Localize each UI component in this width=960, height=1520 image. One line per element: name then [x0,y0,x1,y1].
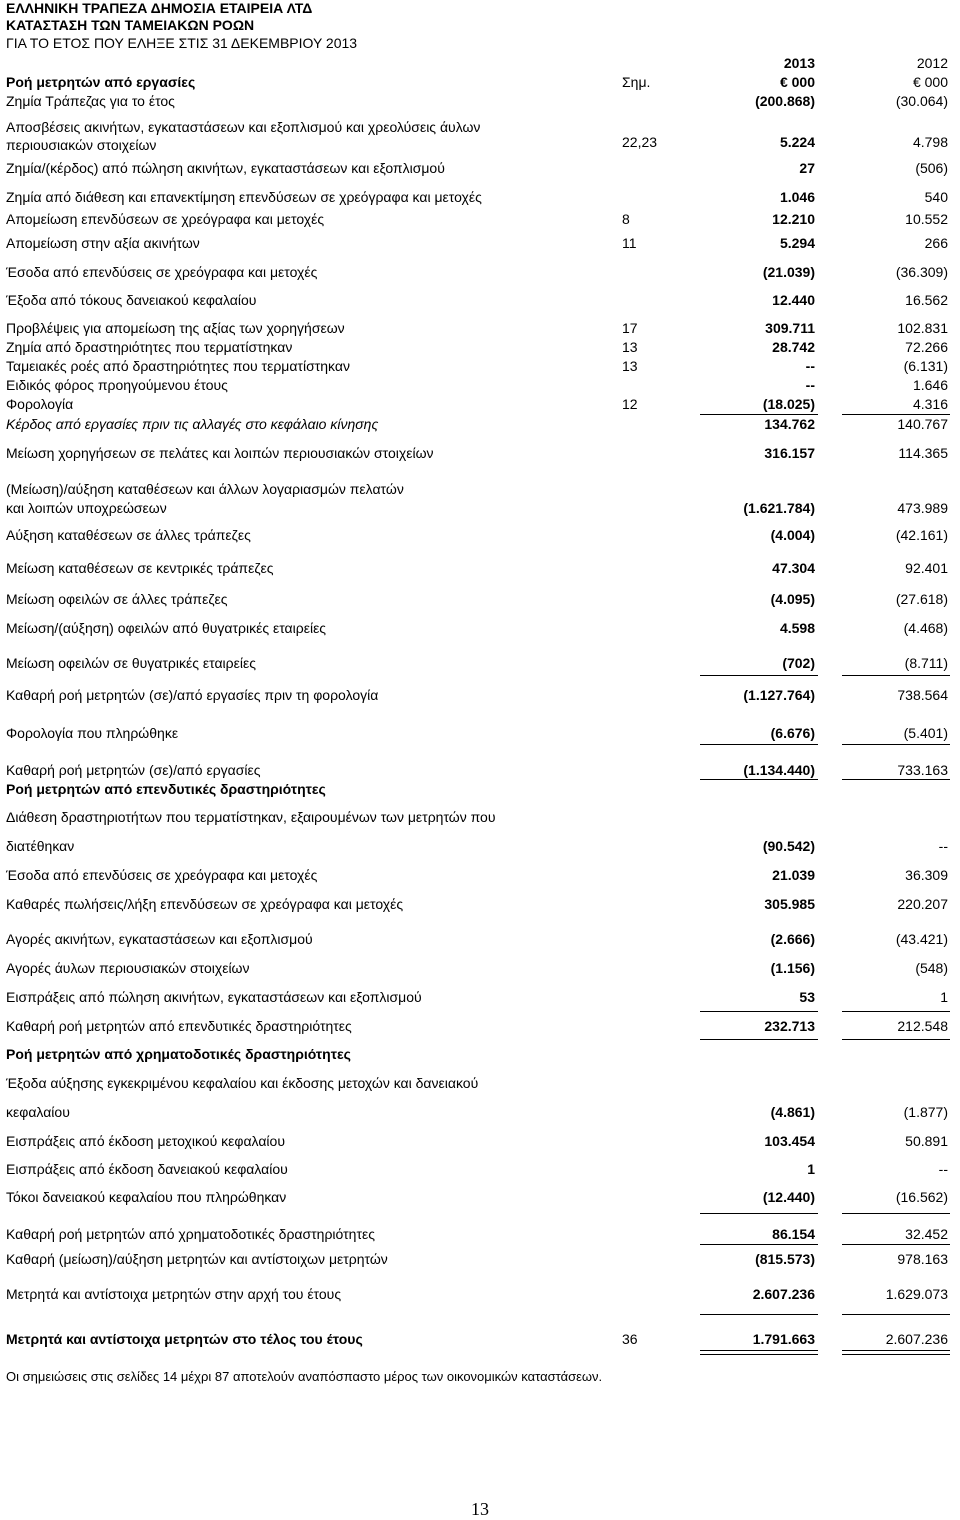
subtotal-rule-2012 [842,1213,950,1214]
row-label: Απομείωση στην αξία ακινήτων [6,235,200,251]
row-label-cont: και λοιπών υποχρεώσεων [6,500,167,516]
row-label: Αύξηση καταθέσεων σε άλλες τράπεζες [6,527,251,543]
value-2013: (4.861) [770,1104,815,1120]
row-label: Μετρητά και αντίστοιχα μετρητών στην αρχή του έτους [6,1286,342,1302]
note-ref: 22,23 [622,134,658,150]
value-2012: 2.607.236 [885,1331,948,1347]
row-label: Αγορές άυλων περιουσιακών στοιχείων [6,960,250,976]
note-ref: 12 [622,396,638,412]
value-2013: 232.713 [764,1018,815,1034]
value-2013: (21.039) [762,264,815,280]
value-2012: 50.891 [905,1133,948,1149]
value-2013: (1.134.440) [743,762,815,778]
value-2012: (36.309) [895,264,948,280]
row-label: Μείωση οφειλών σε θυγατρικές εταιρείες [6,655,256,671]
value-2012: (4.468) [903,620,948,636]
row-label: Έσοδα από επενδύσεις σε χρεόγραφα και μετοχές [6,867,318,883]
row-label: Εισπράξεις από έκδοση μετοχικού κεφαλαίου [6,1133,285,1149]
value-2012: 266 [924,235,948,251]
subtotal-rule-2012 [842,1011,950,1012]
row-label: Κέρδος από εργασίες πριν τις αλλαγές στο κεφάλαιο κίνησης [6,416,379,432]
value-2013: (12.440) [762,1189,815,1205]
value-2012: 1.629.073 [885,1286,948,1302]
note-ref: 36 [622,1331,638,1347]
row-label: Μείωση οφειλών σε άλλες τράπεζες [6,591,228,607]
value-2013: 1.791.663 [752,1331,815,1347]
footnote: Οι σημειώσεις στις σελίδες 14 μέχρι 87 αποτελούν αναπόσπαστο μέρος των οικονομικών καταστάσεων. [6,1369,603,1384]
value-2013: (815.573) [755,1251,815,1267]
row-label: Μείωση καταθέσεων σε κεντρικές τράπεζες [6,560,274,576]
row-label: Καθαρές πωλήσεις/λήξη επενδύσεων σε χρεόγραφα και μετοχές [6,896,404,912]
value-2012: 212.548 [897,1018,948,1034]
subtotal-rule-2013 [700,1213,818,1214]
value-2013: 86.154 [772,1226,815,1242]
value-2013: 305.985 [764,896,815,912]
value-2013: 5.224 [779,134,815,150]
row-label: Έσοδα από επενδύσεις σε χρεόγραφα και μετοχές [6,264,318,280]
row-label: Ταμειακές ροές από δραστηριότητες που τερματίστηκαν [6,358,350,374]
col-unit-2013: € 000 [779,74,815,90]
value-2013: 316.157 [764,445,815,461]
row-label: Ζημία από διάθεση και επανεκτίμηση επενδύσεων σε χρεόγραφα και μετοχές [6,189,482,205]
value-2012: 36.309 [905,867,948,883]
value-2012: 114.365 [898,445,948,461]
value-2012: (8.711) [904,655,948,671]
value-2013: 12.210 [772,211,815,227]
row-label: Ζημία/(κέρδος) από πώληση ακινήτων, εγκαταστάσεων και εξοπλισμού [6,160,445,176]
value-2012: 473.989 [897,500,948,516]
subtotal-rule-2012 [842,779,950,780]
row-label: Εισπράξεις από έκδοση δανειακού κεφαλαίου [6,1161,288,1177]
value-2013: 47.304 [772,560,815,576]
row-label: Τόκοι δανειακού κεφαλαίου που πληρώθηκαν [6,1189,287,1205]
note-ref: 8 [622,211,630,227]
note-ref: 13 [622,339,638,355]
value-2012: -- [938,1161,948,1177]
value-2012: 16.562 [905,292,948,308]
row-label-cont: περιουσιακών στοιχείων [6,137,157,153]
subtotal-rule-2013 [700,779,818,780]
value-2012: (16.562) [895,1189,948,1205]
value-2012: 140.767 [897,416,948,432]
value-2012: 978.163 [897,1251,948,1267]
value-2013: 134.762 [764,416,815,432]
value-2012: 10.552 [905,211,948,227]
value-2013: 4.598 [779,620,815,636]
value-2013: 309.711 [765,320,815,336]
note-ref: 13 [622,358,638,374]
value-2013: -- [805,377,815,393]
value-2012: 4.316 [912,396,948,412]
value-2012: 4.798 [912,134,948,150]
value-2013: (90.542) [762,838,815,854]
row-label: Έξοδα αύξησης εγκεκριμένου κεφαλαίου και έκδοσης μετοχών και δανειακού [6,1075,479,1091]
subtotal-rule-2013 [700,1244,818,1245]
row-label: Μείωση/(αύξηση) οφειλών από θυγατρικές εταιρείες [6,620,327,636]
statement-period: ΓΙΑ ΤΟ ΕΤΟΣ ΠΟΥ ΕΛΗΞΕ ΣΤΙΣ 31 ΔΕΚΕΜΒΡΙΟΥ 2013 [6,35,358,51]
value-2013: 12.440 [772,292,815,308]
value-2012: (27.618) [895,591,948,607]
section-investing: Ροή μετρητών από επενδυτικές δραστηριότητες [6,781,326,797]
row-label: Καθαρή ροή μετρητών (σε)/από εργασίες [6,762,261,778]
value-2013: (1.156) [770,960,815,976]
value-2012: 32.452 [905,1226,948,1242]
value-2013: (1.621.784) [743,500,815,516]
value-2013: 5.294 [779,235,815,251]
company-name: ΕΛΛΗΝΙΚΗ ΤΡΑΠΕΖΑ ΔΗΜΟΣΙΑ ΕΤΑΙΡΕΙΑ ΛΤΔ [6,0,313,16]
value-2013: (4.095) [770,591,815,607]
row-label: Καθαρή (μείωση)/αύξηση μετρητών και αντίστοιχων μετρητών [6,1251,388,1267]
value-2013: 27 [799,160,815,176]
value-2013: (18.025) [762,396,815,412]
note-ref: 11 [622,235,637,251]
row-label: Μείωση χορηγήσεων σε πελάτες και λοιπών περιουσιακών στοιχείων [6,445,434,461]
value-2012: 1.646 [912,377,948,393]
value-2013: (1.127.764) [743,687,815,703]
value-2012: (6.131) [903,358,948,374]
value-2013: 2.607.236 [752,1286,815,1302]
value-2013: (2.666) [770,931,815,947]
value-2012: (548) [915,960,948,976]
row-label: Αποσβέσεις ακινήτων, εγκαταστάσεων και εξοπλισμού και χρεολύσεις άυλων [6,119,481,135]
subtotal-rule-2012 [842,744,950,745]
row-label: Προβλέψεις για απομείωση της αξίας των χορηγήσεων [6,320,345,336]
row-label: Μετρητά και αντίστοιχα μετρητών στο τέλος του έτους [6,1331,363,1347]
row-label: Ζημία Τράπεζας για το έτος [6,93,175,109]
row-label: Απομείωση επενδύσεων σε χρεόγραφα και μετοχές [6,211,325,227]
value-2013: -- [805,358,815,374]
row-label-cont: κεφαλαίου [6,1104,70,1120]
row-label: Αγορές ακινήτων, εγκαταστάσεων και εξοπλισμού [6,931,313,947]
total-double-rule-2013 [700,1350,818,1355]
row-label: Εισπράξεις από πώληση ακινήτων, εγκαταστάσεων και εξοπλισμού [6,989,422,1005]
value-2012: (43.421) [895,931,948,947]
page-number: 13 [471,1499,489,1519]
value-2013: (200.868) [755,93,815,109]
row-label: Καθαρή ροή μετρητών (σε)/από εργασίες πριν τη φορολογία [6,687,379,703]
subtotal-rule-2013 [700,1039,818,1040]
row-label: (Μείωση)/αύξηση καταθέσεων και άλλων λογαριασμών πελατών [6,481,404,497]
value-2013: 28.742 [772,339,815,355]
subtotal-rule-2013 [700,675,818,676]
value-2012: 72.266 [905,339,948,355]
value-2013: 53 [799,989,815,1005]
note-ref: 17 [622,320,638,336]
value-2012: (42.161) [895,527,948,543]
value-2012: 92.401 [905,560,948,576]
value-2013: (702) [782,655,815,671]
row-label: Καθαρή ροή μετρητών από επενδυτικές δραστηριότητες [6,1018,352,1034]
row-label: Διάθεση δραστηριοτήτων που τερματίστηκαν, εξαιρουμένων των μετρητών που [6,809,496,825]
value-2012: (1.877) [903,1104,948,1120]
value-2013: 21.039 [772,867,815,883]
value-2012: 102.831 [897,320,948,336]
subtotal-rule-2013 [700,1314,818,1315]
value-2012: (5.401) [903,725,948,741]
col-note-heading: Σημ. [622,74,651,90]
value-2013: (4.004) [770,527,815,543]
value-2012: (506) [915,160,948,176]
value-2013: (6.676) [770,725,815,741]
value-2012: 738.564 [897,687,948,703]
value-2012: -- [938,838,948,854]
section-operating: Ροή μετρητών από εργασίες [6,74,196,90]
subtotal-rule-2012 [842,414,950,415]
value-2013: 1 [807,1161,815,1177]
subtotal-rule-2012 [842,1244,950,1245]
row-label-cont: διατέθηκαν [6,838,75,854]
subtotal-rule-2012 [842,675,950,676]
section-financing: Ροή μετρητών από χρηματοδοτικές δραστηριότητες [6,1046,351,1062]
subtotal-rule-2013 [700,414,818,415]
row-label: Φορολογία που πληρώθηκε [6,725,179,741]
value-2012: 220.207 [897,896,948,912]
statement-title: ΚΑΤΑΣΤΑΣΗ ΤΩΝ ΤΑΜΕΙΑΚΩΝ ΡΟΩΝ [6,17,255,33]
subtotal-rule-2012 [842,1039,950,1040]
value-2012: 733.163 [897,762,948,778]
col-unit-2012: € 000 [912,74,948,90]
row-label: Έξοδα από τόκους δανειακού κεφαλαίου [6,292,257,308]
subtotal-rule-2013 [700,1011,818,1012]
value-2012: 1 [940,989,948,1005]
subtotal-rule-2013 [700,744,818,745]
subtotal-rule-2012 [842,1314,950,1315]
col-year-2012: 2012 [916,55,948,71]
row-label: Ειδικός φόρος προηγούμενου έτους [6,377,228,393]
row-label: Φορολογία [6,396,74,412]
value-2012: (30.064) [895,93,948,109]
row-label: Καθαρή ροή μετρητών από χρηματοδοτικές δραστηριότητες [6,1226,375,1242]
value-2013: 103.454 [764,1133,815,1149]
value-2012: 540 [924,189,948,205]
value-2013: 1.046 [779,189,815,205]
col-year-2013: 2013 [783,55,815,71]
row-label: Ζημία από δραστηριότητες που τερματίστηκαν [6,339,293,355]
total-double-rule-2012 [842,1350,950,1355]
